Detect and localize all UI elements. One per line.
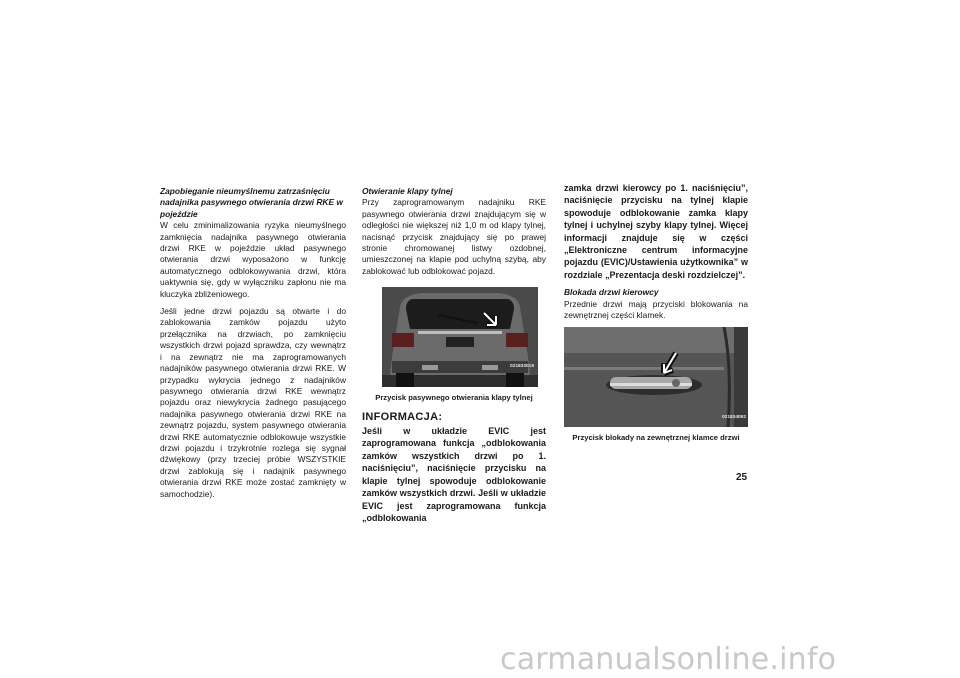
paragraph-driver-door: Przednie drzwi mają przyciski blokowania na zewnętrznej części klamek. xyxy=(564,298,748,321)
column-3 xyxy=(564,182,748,452)
figure-code: 021833019 xyxy=(509,364,534,370)
door-handle-figure xyxy=(564,327,748,427)
section-heading-lockout: Zapobieganie nieumyślnemu zatrzaśnięciu nadajnika pasywnego otwierania drzwi RKE w pojeździe xyxy=(160,186,343,219)
liftgate-figure xyxy=(382,287,538,387)
paragraph-liftgate: Przy zaprogramowanym nadajniku RKE pasywnego otwierania drzwi znajdującym się w odległości nie większej niż 1,0 m od klapy tylnej, nacisnąć przycisk znajdujący się po prawej stronie chromowanej listwy ozdobnej, umieszczonej na klapie pod uchylną szybą, aby zablokować lub odblokować pojazd. xyxy=(362,197,546,276)
column-1 xyxy=(160,186,346,506)
watermark-text: carmanualsonline.info xyxy=(500,642,837,677)
page-number: 25 xyxy=(736,472,748,483)
paragraph-lockout-2: Jeśli jedne drzwi pojazdu są otwarte i do zablokowania zamków pojazdu użyto przełącznika na drzwiach, po zamknięciu wszystkich drzwi pojazd sprawdza, czy wewnątrz i na zewnątrz nie ma zaprogramowanych nadajników pasywnego otwierania drzwi RKE. W przypadku wykrycia jednego z nadajników pasywnego otwierania drzwi RKE wewnątrz pojazdu oraz niewykrycia żadnego pasującego nadajnika pasywnego otwierania drzwi RKE na zewnątrz pojazdu, system pasywnego otwierania drzwi RKE automatycznie odblokowuje wszystkie drzwi pojazdu i trzykrotnie rozlega się sygnał dźwiękowy (przy trzeciej próbie WSZYSTKIE drzwi zablokują się i nadajnik pasywnego otwierania drzwi RKE może zostać zamknięty w samochodzie). xyxy=(160,306,346,499)
info-text: Jeśli w układzie EVIC jest zaprogramowana funkcja „odblokowania zamków wszystkich drzwi po 1. naciśnięciu”, naciśnięcie przycisku na klapie tylnej spowoduje odblokowanie zamków wszystkich drzwi. Jeśli w układzie EVIC jest zaprogramowana funkcja „odblokowania xyxy=(362,426,546,523)
door-handle-image xyxy=(564,327,748,427)
info-text-continued: zamka drzwi kierowcy po 1. naciśnięciu”, naciśnięcie przycisku na tylnej klapie spowoduje odblokowanie zamka klapy tylnej i uchylnej szyby klapy tylnej. Więcej informacji znajduje się w części „Elektroniczne centrum informacyjne pojazdu (EVIC)/Ustawienia użytkownika” w rozdziale „Prezentacja deski rozdzielczej”. xyxy=(564,183,748,280)
paragraph-lockout-1: W celu zminimalizowania ryzyka nieumyślnego zamknięcia nadajnika pasywnego otwierania drzwi RKE w pojeździe układ pasywnego otwierania drzwi wyposażono w funkcję automatycznego odblokowywania drzwi, która uaktywnia się, gdy w wyłączniku zapłonu nie ma kluczyka zbliżeniowego. xyxy=(160,220,346,299)
figure-caption-door: Przycisk blokady na zewnętrznej klamce drzwi xyxy=(572,433,740,443)
figure-code: 021834092 xyxy=(721,415,746,421)
column-2 xyxy=(362,186,546,530)
section-heading-driver-door: Blokada drzwi kierowcy xyxy=(564,287,659,298)
info-heading: INFORMACJA: xyxy=(362,410,443,423)
figure-caption-liftgate: Przycisk pasywnego otwierania klapy tylnej xyxy=(375,393,533,403)
section-heading-liftgate: Otwieranie klapy tylnej xyxy=(362,186,453,196)
